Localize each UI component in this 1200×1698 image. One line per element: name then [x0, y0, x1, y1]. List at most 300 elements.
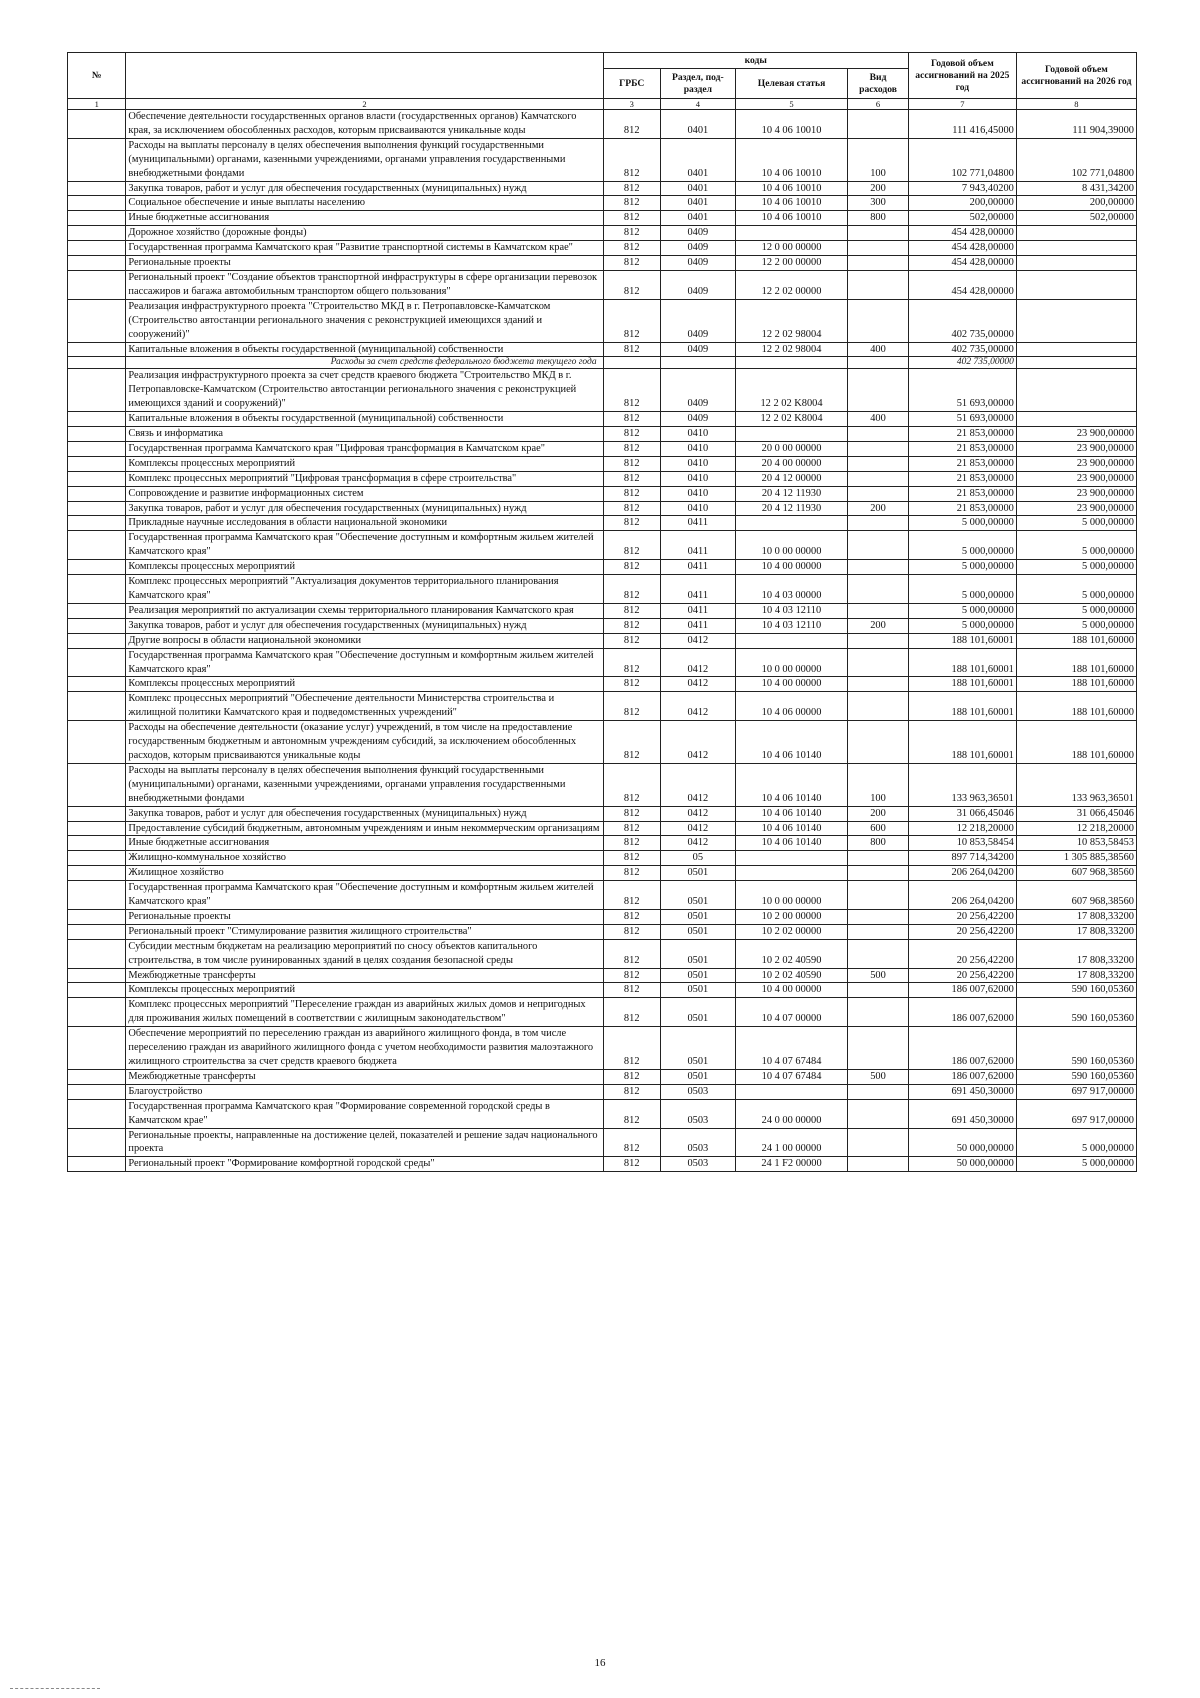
row-target-article: 10 2 02 00000	[735, 924, 847, 939]
row-grbs: 812	[603, 821, 660, 836]
row-name: Государственная программа Камчатского края "Развитие транспортной системы в Камчатском крае"	[126, 241, 603, 256]
row-volume-2026	[1016, 226, 1136, 241]
row-volume-2025: 102 771,04800	[908, 138, 1016, 181]
row-grbs: 812	[603, 138, 660, 181]
row-volume-2025: 21 853,00000	[908, 427, 1016, 442]
row-volume-2026: 188 101,60000	[1016, 648, 1136, 677]
row-grbs: 812	[603, 721, 660, 764]
row-target-article: 10 4 07 67484	[735, 1069, 847, 1084]
row-target-article	[735, 516, 847, 531]
row-grbs: 812	[603, 806, 660, 821]
budget-table	[67, 52, 1137, 1172]
row-name: Закупка товаров, работ и услуг для обеспечения государственных (муниципальных) нужд	[126, 806, 603, 821]
row-name: Закупка товаров, работ и услуг для обеспечения государственных (муниципальных) нужд	[126, 618, 603, 633]
row-expense-type	[848, 939, 909, 968]
row-number	[68, 270, 126, 299]
row-number	[68, 357, 126, 369]
row-volume-2025: 21 853,00000	[908, 501, 1016, 516]
row-number	[68, 1069, 126, 1084]
row-volume-2025: 186 007,62000	[908, 983, 1016, 998]
row-target-article: 12 2 02 K8004	[735, 369, 847, 412]
row-grbs: 812	[603, 968, 660, 983]
row-volume-2025: 133 963,36501	[908, 763, 1016, 806]
row-grbs: 812	[603, 648, 660, 677]
table-row	[68, 763, 1137, 806]
row-target-article: 12 2 00 00000	[735, 256, 847, 271]
row-expense-type	[848, 441, 909, 456]
row-name: Предоставление субсидий бюджетным, автономным учреждениям и иным некоммерческим организациям	[126, 821, 603, 836]
row-section: 0409	[660, 412, 735, 427]
header-grbs: ГРБС	[603, 69, 660, 99]
row-grbs: 812	[603, 998, 660, 1027]
row-volume-2026: 5 000,00000	[1016, 1157, 1136, 1172]
row-target-article: 10 4 06 10140	[735, 806, 847, 821]
row-name: Расходы на выплаты персоналу в целях обеспечения выполнения функций государственными (муниципальными) органами, казенными учреждениями, органами управления государственными внебюджетными фондами	[126, 138, 603, 181]
row-grbs: 812	[603, 531, 660, 560]
row-grbs: 812	[603, 211, 660, 226]
row-section: 0501	[660, 968, 735, 983]
row-expense-type	[848, 909, 909, 924]
row-number	[68, 806, 126, 821]
row-section: 0409	[660, 241, 735, 256]
row-expense-type: 200	[848, 618, 909, 633]
row-volume-2025: 186 007,62000	[908, 1027, 1016, 1070]
row-volume-2026: 607 968,38560	[1016, 866, 1136, 881]
row-name: Благоустройство	[126, 1084, 603, 1099]
row-volume-2025: 502,00000	[908, 211, 1016, 226]
table-row	[68, 1069, 1137, 1084]
row-number	[68, 1027, 126, 1070]
row-number	[68, 241, 126, 256]
row-target-article: 10 0 00 00000	[735, 531, 847, 560]
row-volume-2026: 31 066,45046	[1016, 806, 1136, 821]
row-name: Региональный проект "Создание объектов транспортной инфраструктуры в сфере организации перевозок пассажиров и багажа автомобильным транспортом общего пользования"	[126, 270, 603, 299]
row-volume-2025: 691 450,30000	[908, 1099, 1016, 1128]
row-volume-2026: 502,00000	[1016, 211, 1136, 226]
row-volume-2026: 17 808,33200	[1016, 968, 1136, 983]
header-target-article: Целевая статья	[735, 69, 847, 99]
row-volume-2026: 188 101,60000	[1016, 633, 1136, 648]
row-expense-type: 200	[848, 181, 909, 196]
row-target-article: 10 4 03 12110	[735, 603, 847, 618]
row-section: 0401	[660, 181, 735, 196]
row-section: 0412	[660, 821, 735, 836]
row-section: 0501	[660, 881, 735, 910]
row-volume-2026: 188 101,60000	[1016, 692, 1136, 721]
table-row	[68, 1128, 1137, 1157]
row-volume-2026: 5 000,00000	[1016, 560, 1136, 575]
row-name: Капитальные вложения в объекты государственной (муниципальной) собственности	[126, 412, 603, 427]
row-section: 0412	[660, 677, 735, 692]
row-number	[68, 633, 126, 648]
row-name: Обеспечение мероприятий по переселению граждан из аварийного жилищного фонда, в том числе переселению граждан из аварийного жилищного фонда с учетом необходимости развития малоэтажного жилищного строительства за счет средств краевого бюджета	[126, 1027, 603, 1070]
table-body	[68, 110, 1137, 1172]
row-grbs: 812	[603, 692, 660, 721]
row-number	[68, 648, 126, 677]
row-target-article: 10 0 00 00000	[735, 881, 847, 910]
row-section: 0410	[660, 441, 735, 456]
row-name: Реализация инфраструктурного проекта за счет средств краевого бюджета "Строительство МКД в г. Петропавловске-Камчатском (Строительство автостанции регионального значения с реконструкцией имеющихся зданий и сооружений)"	[126, 369, 603, 412]
row-section: 0410	[660, 456, 735, 471]
row-expense-type	[848, 531, 909, 560]
row-volume-2026: 23 900,00000	[1016, 486, 1136, 501]
row-number	[68, 983, 126, 998]
table-row	[68, 299, 1137, 342]
row-volume-2026: 17 808,33200	[1016, 924, 1136, 939]
table-row	[68, 648, 1137, 677]
row-target-article: 10 4 00 00000	[735, 560, 847, 575]
row-grbs: 812	[603, 226, 660, 241]
row-target-article: 12 2 02 00000	[735, 270, 847, 299]
row-target-article: 10 4 06 10140	[735, 721, 847, 764]
row-section: 0501	[660, 998, 735, 1027]
row-volume-2025: 402 735,00000	[908, 342, 1016, 357]
row-volume-2026: 590 160,05360	[1016, 983, 1136, 998]
row-section: 0412	[660, 692, 735, 721]
row-name: Сопровождение и развитие информационных систем	[126, 486, 603, 501]
row-expense-type	[848, 110, 909, 139]
table-row	[68, 924, 1137, 939]
table-header	[68, 53, 1137, 110]
row-name: Связь и информатика	[126, 427, 603, 442]
row-volume-2026: 590 160,05360	[1016, 1027, 1136, 1070]
row-volume-2025: 10 853,58454	[908, 836, 1016, 851]
row-target-article: 24 1 00 00000	[735, 1128, 847, 1157]
row-target-article: 12 2 02 98004	[735, 342, 847, 357]
row-volume-2025: 186 007,62000	[908, 1069, 1016, 1084]
row-grbs: 812	[603, 456, 660, 471]
row-volume-2026: 133 963,36501	[1016, 763, 1136, 806]
header-section: Раздел, под-раздел	[660, 69, 735, 99]
row-section: 0501	[660, 939, 735, 968]
row-grbs: 812	[603, 924, 660, 939]
row-number	[68, 721, 126, 764]
table-row	[68, 211, 1137, 226]
row-volume-2025: 21 853,00000	[908, 486, 1016, 501]
row-grbs: 812	[603, 342, 660, 357]
row-section: 0501	[660, 1027, 735, 1070]
row-target-article: 10 2 02 40590	[735, 939, 847, 968]
row-expense-type	[848, 1099, 909, 1128]
row-grbs: 812	[603, 618, 660, 633]
row-volume-2026: 5 000,00000	[1016, 575, 1136, 604]
row-section: 0411	[660, 603, 735, 618]
table-row	[68, 241, 1137, 256]
row-section: 0501	[660, 1069, 735, 1084]
row-grbs	[603, 357, 660, 369]
row-number	[68, 138, 126, 181]
row-expense-type: 500	[848, 1069, 909, 1084]
row-volume-2025: 188 101,60001	[908, 633, 1016, 648]
row-name: Закупка товаров, работ и услуг для обеспечения государственных (муниципальных) нужд	[126, 501, 603, 516]
row-name: Комплекс процессных мероприятий "Обеспечение деятельности Министерства строительства и жилищной политики Камчатского края и подведомственных учреждений"	[126, 692, 603, 721]
row-section: 0411	[660, 618, 735, 633]
row-expense-type	[848, 1084, 909, 1099]
row-name: Комплекс процессных мероприятий "Цифровая трансформация в сфере строительства"	[126, 471, 603, 486]
row-expense-type	[848, 648, 909, 677]
row-grbs: 812	[603, 677, 660, 692]
row-name: Государственная программа Камчатского края "Формирование современной городской среды в Камчатском крае"	[126, 1099, 603, 1128]
header-codes: коды	[603, 53, 908, 69]
row-number	[68, 1157, 126, 1172]
row-expense-type	[848, 471, 909, 486]
row-name: Иные бюджетные ассигнования	[126, 211, 603, 226]
row-target-article: 10 4 06 10010	[735, 138, 847, 181]
row-number	[68, 441, 126, 456]
footer-line	[10, 1688, 100, 1689]
row-volume-2025: 188 101,60001	[908, 648, 1016, 677]
row-volume-2025: 897 714,34200	[908, 851, 1016, 866]
row-number	[68, 968, 126, 983]
table-row	[68, 138, 1137, 181]
row-number	[68, 516, 126, 531]
row-number	[68, 836, 126, 851]
row-number	[68, 692, 126, 721]
row-volume-2025: 31 066,45046	[908, 806, 1016, 821]
column-number: 5	[735, 99, 847, 110]
row-target-article: 12 2 02 K8004	[735, 412, 847, 427]
row-section: 0503	[660, 1084, 735, 1099]
row-volume-2026: 102 771,04800	[1016, 138, 1136, 181]
row-section: 0410	[660, 427, 735, 442]
row-number	[68, 909, 126, 924]
table-row	[68, 939, 1137, 968]
row-expense-type	[848, 633, 909, 648]
row-expense-type	[848, 924, 909, 939]
row-grbs: 812	[603, 1157, 660, 1172]
row-name: Комплексы процессных мероприятий	[126, 983, 603, 998]
row-expense-type: 200	[848, 501, 909, 516]
row-target-article: 10 4 03 12110	[735, 618, 847, 633]
row-expense-type	[848, 866, 909, 881]
table-row	[68, 196, 1137, 211]
row-volume-2025: 691 450,30000	[908, 1084, 1016, 1099]
row-name: Комплексы процессных мероприятий	[126, 677, 603, 692]
table-row	[68, 181, 1137, 196]
row-target-article: 10 2 00 00000	[735, 909, 847, 924]
row-grbs: 812	[603, 412, 660, 427]
table-row	[68, 427, 1137, 442]
row-number	[68, 939, 126, 968]
row-number	[68, 196, 126, 211]
row-section: 0409	[660, 342, 735, 357]
row-volume-2026: 188 101,60000	[1016, 677, 1136, 692]
row-grbs: 812	[603, 369, 660, 412]
row-grbs: 812	[603, 983, 660, 998]
row-number	[68, 110, 126, 139]
row-name: Реализация инфраструктурного проекта "Строительство МКД в г. Петропавловске-Камчатском (Строительство автостанции регионального значения с реконструкцией имеющихся зданий и сооружений)"	[126, 299, 603, 342]
row-expense-type	[848, 486, 909, 501]
row-target-article: 10 4 07 00000	[735, 998, 847, 1027]
row-number	[68, 456, 126, 471]
row-expense-type	[848, 1027, 909, 1070]
row-target-article: 24 1 F2 00000	[735, 1157, 847, 1172]
table-row	[68, 618, 1137, 633]
row-volume-2026	[1016, 357, 1136, 369]
row-grbs: 812	[603, 763, 660, 806]
row-section: 0409	[660, 256, 735, 271]
table-row	[68, 369, 1137, 412]
row-name: Расходы на обеспечение деятельности (оказание услуг) учреждений, в том числе на предоставление государственным бюджетным и автономным учреждениям субсидий, за исключением обособленных расходов, которым присваиваются уникальные коды	[126, 721, 603, 764]
row-expense-type: 400	[848, 412, 909, 427]
row-grbs: 812	[603, 241, 660, 256]
table-row	[68, 531, 1137, 560]
row-name: Региональный проект "Формирование комфортной городской среды"	[126, 1157, 603, 1172]
row-section: 0503	[660, 1128, 735, 1157]
row-volume-2026: 200,00000	[1016, 196, 1136, 211]
row-expense-type: 200	[848, 806, 909, 821]
row-number	[68, 211, 126, 226]
row-volume-2025: 206 264,04200	[908, 866, 1016, 881]
row-volume-2026	[1016, 299, 1136, 342]
row-section: 0411	[660, 516, 735, 531]
row-section: 0503	[660, 1099, 735, 1128]
row-number	[68, 486, 126, 501]
table-row	[68, 909, 1137, 924]
row-grbs: 812	[603, 256, 660, 271]
table-row	[68, 692, 1137, 721]
table-row	[68, 633, 1137, 648]
row-grbs: 812	[603, 560, 660, 575]
row-name: Социальное обеспечение и иные выплаты населению	[126, 196, 603, 211]
row-name: Комплексы процессных мероприятий	[126, 456, 603, 471]
row-name: Иные бюджетные ассигнования	[126, 836, 603, 851]
row-name: Капитальные вложения в объекты государственной (муниципальной) собственности	[126, 342, 603, 357]
row-volume-2026: 188 101,60000	[1016, 721, 1136, 764]
table-row	[68, 1099, 1137, 1128]
table-row	[68, 342, 1137, 357]
row-volume-2026: 17 808,33200	[1016, 939, 1136, 968]
row-volume-2026: 12 218,20000	[1016, 821, 1136, 836]
row-section: 0412	[660, 648, 735, 677]
row-volume-2026	[1016, 342, 1136, 357]
row-number	[68, 1099, 126, 1128]
row-section	[660, 357, 735, 369]
row-volume-2025: 402 735,00000	[908, 357, 1016, 369]
row-grbs: 812	[603, 1128, 660, 1157]
row-volume-2025: 51 693,00000	[908, 412, 1016, 427]
row-target-article	[735, 1084, 847, 1099]
row-section: 0409	[660, 270, 735, 299]
row-target-article: 12 2 02 98004	[735, 299, 847, 342]
column-number: 6	[848, 99, 909, 110]
row-target-article: 20 4 12 11930	[735, 501, 847, 516]
row-section: 0409	[660, 369, 735, 412]
row-grbs: 812	[603, 516, 660, 531]
row-expense-type	[848, 851, 909, 866]
row-target-article: 10 0 00 00000	[735, 648, 847, 677]
row-volume-2025: 454 428,00000	[908, 241, 1016, 256]
row-section: 0411	[660, 560, 735, 575]
table-row	[68, 110, 1137, 139]
row-target-article: 10 4 00 00000	[735, 677, 847, 692]
row-volume-2025: 188 101,60001	[908, 692, 1016, 721]
row-section: 0501	[660, 909, 735, 924]
row-expense-type	[848, 603, 909, 618]
header-number: №	[68, 53, 126, 99]
row-volume-2025: 50 000,00000	[908, 1157, 1016, 1172]
row-section: 0412	[660, 836, 735, 851]
table-row	[68, 998, 1137, 1027]
row-target-article: 20 4 12 00000	[735, 471, 847, 486]
row-section: 0401	[660, 138, 735, 181]
row-grbs: 812	[603, 939, 660, 968]
row-grbs: 812	[603, 1069, 660, 1084]
row-number	[68, 226, 126, 241]
row-volume-2026: 23 900,00000	[1016, 427, 1136, 442]
row-name: Комплекс процессных мероприятий "Актуализация документов территориального планирования Камчатского края"	[126, 575, 603, 604]
row-grbs: 812	[603, 1099, 660, 1128]
row-volume-2025: 186 007,62000	[908, 998, 1016, 1027]
row-volume-2026: 5 000,00000	[1016, 618, 1136, 633]
table-row	[68, 471, 1137, 486]
row-section: 0401	[660, 211, 735, 226]
row-volume-2026: 697 917,00000	[1016, 1099, 1136, 1128]
row-volume-2025: 454 428,00000	[908, 256, 1016, 271]
header-name	[126, 53, 603, 99]
row-volume-2026: 590 160,05360	[1016, 1069, 1136, 1084]
table-row	[68, 806, 1137, 821]
row-section: 0501	[660, 924, 735, 939]
row-expense-type	[848, 677, 909, 692]
row-target-article: 20 0 00 00000	[735, 441, 847, 456]
row-expense-type	[848, 998, 909, 1027]
row-grbs: 812	[603, 181, 660, 196]
row-section: 0411	[660, 531, 735, 560]
row-section: 0410	[660, 501, 735, 516]
row-section: 0503	[660, 1157, 735, 1172]
table-row	[68, 721, 1137, 764]
row-target-article: 10 4 06 10010	[735, 110, 847, 139]
row-target-article: 10 4 06 10010	[735, 211, 847, 226]
row-grbs: 812	[603, 427, 660, 442]
row-expense-type: 800	[848, 211, 909, 226]
row-name: Закупка товаров, работ и услуг для обеспечения государственных (муниципальных) нужд	[126, 181, 603, 196]
row-number	[68, 1128, 126, 1157]
column-numbers-row	[68, 99, 1137, 110]
row-expense-type	[848, 721, 909, 764]
row-volume-2026: 5 000,00000	[1016, 531, 1136, 560]
row-number	[68, 821, 126, 836]
table-row	[68, 1157, 1137, 1172]
row-volume-2026: 23 900,00000	[1016, 501, 1136, 516]
row-grbs: 812	[603, 603, 660, 618]
row-grbs: 812	[603, 501, 660, 516]
row-expense-type	[848, 1157, 909, 1172]
table-row	[68, 836, 1137, 851]
row-volume-2025: 188 101,60001	[908, 721, 1016, 764]
row-name: Государственная программа Камчатского края "Обеспечение доступным и комфортным жильем жителей Камчатского края"	[126, 648, 603, 677]
row-expense-type	[848, 427, 909, 442]
row-section: 0501	[660, 866, 735, 881]
row-target-article: 10 4 03 00000	[735, 575, 847, 604]
row-section: 0401	[660, 196, 735, 211]
row-grbs: 812	[603, 866, 660, 881]
row-name: Комплексы процессных мероприятий	[126, 560, 603, 575]
row-number	[68, 531, 126, 560]
row-volume-2025: 5 000,00000	[908, 516, 1016, 531]
table-row	[68, 677, 1137, 692]
row-expense-type: 100	[848, 138, 909, 181]
row-grbs: 812	[603, 836, 660, 851]
table-row	[68, 983, 1137, 998]
row-expense-type	[848, 560, 909, 575]
row-name: Прикладные научные исследования в области национальной экономики	[126, 516, 603, 531]
row-section: 0412	[660, 721, 735, 764]
row-volume-2025: 200,00000	[908, 196, 1016, 211]
table-row	[68, 456, 1137, 471]
row-volume-2026	[1016, 270, 1136, 299]
